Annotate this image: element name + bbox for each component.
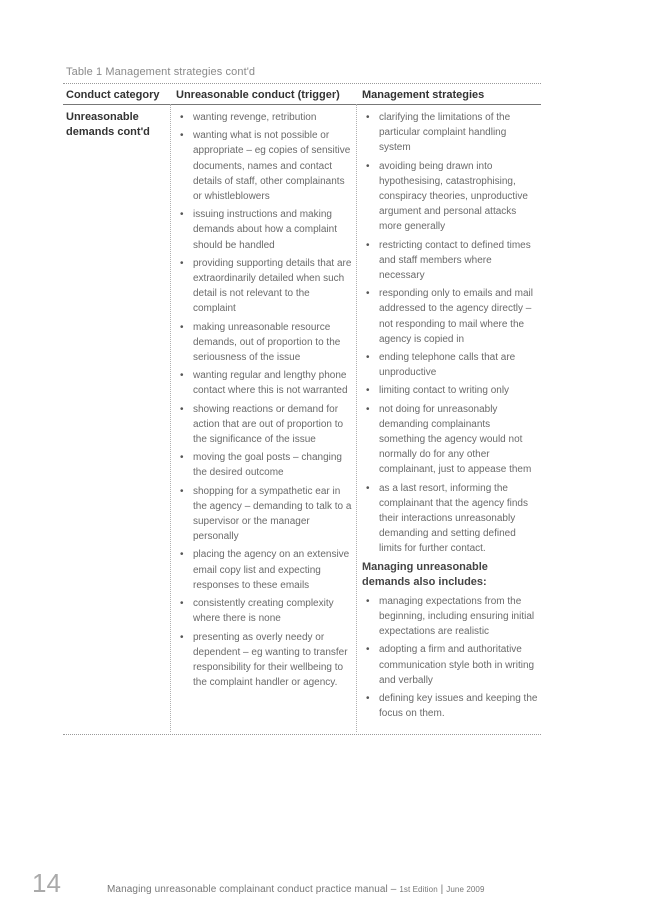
trigger-item: • providing supporting details that are extraordinarily detailed when such detail is not relevant to the complaint [176, 256, 354, 317]
trigger-item: • presenting as overly needy or dependent – eg wanting to transfer responsibility for their wellbeing to the complaint handler or agency. [176, 630, 354, 691]
header-conduct-category: Conduct category [66, 89, 160, 101]
strategy-item: • ending telephone calls that are unproductive [362, 350, 538, 380]
strategy-item: • adopting a firm and authoritative communication style both in writing and verbally [362, 642, 538, 688]
strategy-list [362, 110, 538, 557]
trigger-item: • wanting regular and lengthy phone contact where this is not warranted [176, 368, 354, 398]
strategies-column [362, 110, 538, 724]
strategy-item: • clarifying the limitations of the particular complaint handling system [362, 110, 538, 156]
trigger-item: • issuing instructions and making demands about how a complaint should be handled [176, 207, 354, 253]
strategy-item: • as a last resort, informing the complainant that the agency finds their interactions unreasonably demanding and setting defined limits for further contact. [362, 481, 538, 557]
trigger-item: • wanting revenge, retribution [176, 110, 354, 125]
footer-edition: 1st Edition [399, 885, 438, 894]
column-separator-2 [356, 104, 357, 732]
caption-rule [63, 83, 541, 84]
footer-title: Managing unreasonable complainant conduct practice manual [107, 884, 388, 895]
trigger-item: • making unreasonable resource demands, out of proportion to the seriousness of the issue [176, 320, 354, 366]
strategy-list-more [362, 594, 538, 722]
strategy-item: • restricting contact to defined times and staff members where necessary [362, 238, 538, 284]
trigger-item: • shopping for a sympathetic ear in the agency – demanding to talk to a supervisor or the manager personally [176, 484, 354, 545]
footer-separator: – [387, 884, 400, 895]
page-number: 14 [32, 868, 61, 898]
header-unreasonable-conduct: Unreasonable conduct (trigger) [176, 89, 340, 101]
footer-date: June 2009 [446, 885, 485, 894]
header-rule [63, 104, 541, 105]
strategy-item: • not doing for unreasonably demanding complainants something the agency would not normally do for any other complainant, just to appease them [362, 402, 538, 478]
trigger-list [176, 110, 354, 693]
strategy-item: • limiting contact to writing only [362, 383, 538, 398]
strategies-subheading: Managing unreasonable demands also includes: [362, 560, 488, 588]
trigger-item: • placing the agency on an extensive email copy list and expecting responses to these emails [176, 547, 354, 593]
trigger-item: • wanting what is not possible or appropriate – eg copies of sensitive documents, names and contact details of staff, other complainants or whistleblowers [176, 128, 354, 204]
strategy-item: • responding only to emails and mail addressed to the agency directly – not responding to mail where the agency is copied in [362, 286, 538, 347]
header-management-strategies: Management strategies [362, 89, 485, 101]
strategy-item: • avoiding being drawn into hypothesising, catastrophising, conspiracy theories, unproductive argument and personal attacks more generally [362, 159, 538, 235]
strategy-item: • defining key issues and keeping the focus on them. [362, 691, 538, 721]
column-separator-1 [170, 104, 171, 732]
table-caption: Table 1 Management strategies cont'd [66, 66, 256, 78]
trigger-item: • showing reactions or demand for action that are out of proportion to the significance of the issue [176, 402, 354, 448]
table-bottom-rule [63, 734, 541, 735]
trigger-item: • consistently creating complexity where there is none [176, 596, 354, 626]
strategy-item: • managing expectations from the beginning, including ensuring initial expectations are realistic [362, 594, 538, 640]
trigger-item: • moving the goal posts – changing the desired outcome [176, 450, 354, 480]
footer [107, 884, 485, 895]
footer-separator-2: | [437, 884, 447, 895]
conduct-category-cell: Unreasonable demands cont'd [66, 111, 150, 138]
